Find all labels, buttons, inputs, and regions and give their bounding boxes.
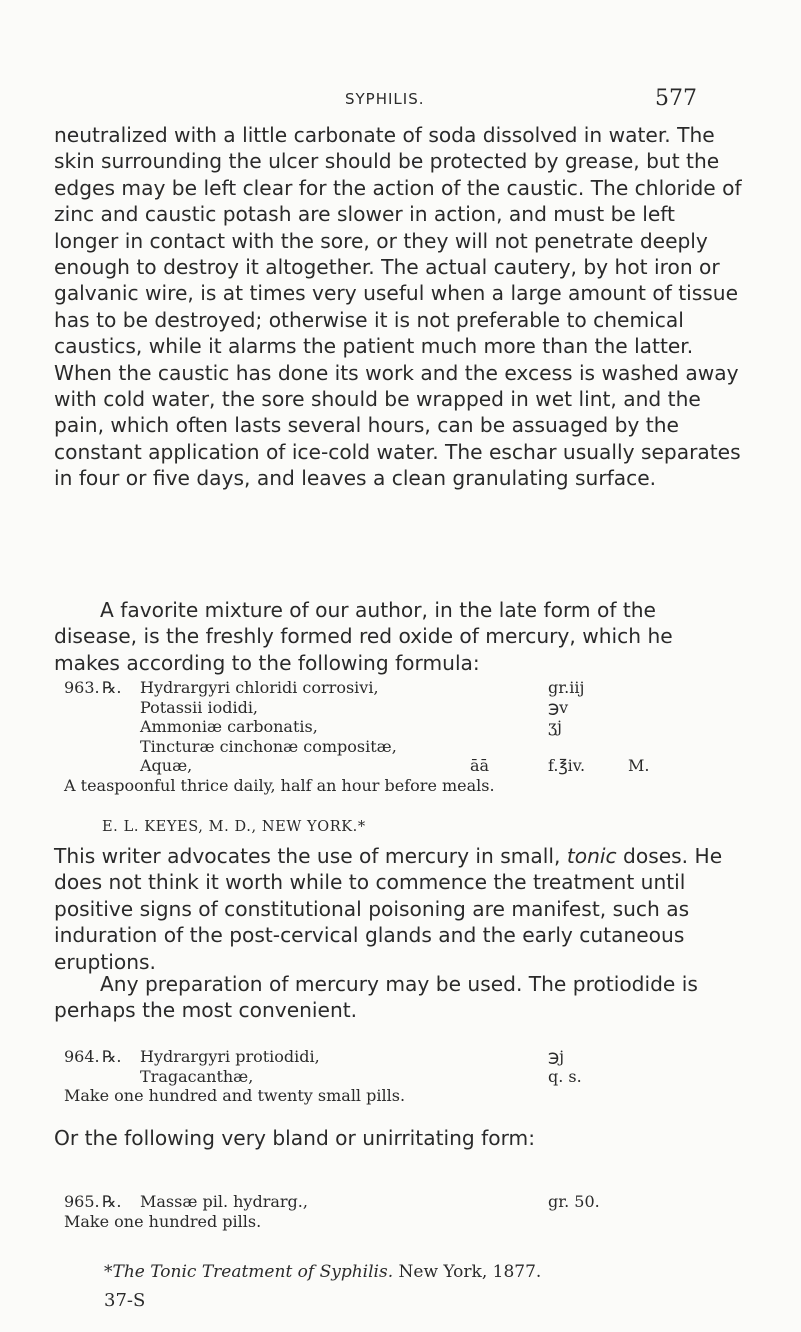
ingredient-name: Tincturæ cinchonæ compositæ, — [140, 736, 397, 756]
paragraph-protiodide: Any preparation of mercury may be used. The protiodide is perhaps the most convenient. — [54, 972, 698, 1023]
ingredient-amount: gr. 50. — [548, 1192, 600, 1211]
misce-mark: M. — [628, 756, 650, 776]
formula-row — [64, 698, 744, 718]
signature-mark: 37-S — [104, 1290, 146, 1311]
formula-number: 964. — [64, 1047, 100, 1066]
formula-965 — [64, 1192, 744, 1231]
formula-direction — [64, 1086, 744, 1106]
direction-text: Make one hundred pills. — [64, 1211, 262, 1231]
ingredient-name: Tragacanthæ, — [140, 1066, 254, 1086]
formula-direction — [64, 1212, 744, 1232]
running-head: SYPHILIS. — [345, 90, 425, 108]
formula-row — [64, 737, 744, 757]
page-header — [0, 86, 801, 116]
ingredient-name: Aquæ, — [140, 756, 193, 776]
formula-number: 963. — [64, 678, 100, 697]
ingredient-name: Hydrargyri protiodidi, — [140, 1047, 320, 1066]
ingredient-amount: gr.iij — [548, 678, 585, 697]
page-number: 577 — [655, 86, 697, 111]
recipe-symbol: ℞. — [102, 1047, 122, 1066]
ingredient-name: Hydrargyri chloridi corrosivi, — [140, 678, 379, 697]
paragraph-caustic-treatment: neutralized with a little carbonate of soda dissolved in water. The skin surrounding the ulcer should be protected by grease, but the edges may be left clear for the action of the caustic. The chloride of zinc and caustic potash are slower in action, and must be left longer in contact with the sore, or they will not penetrate deeply enough to destroy it altogether. The actual cautery, by hot iron or galvanic wire, is at times very useful when a large amount of tissue has to be destroyed; otherwise it is not preferable to chemical caustics, while it alarms the patient much more than the latter. When the caustic has done its work and the excess is washed away with cold water, the sore should be wrapped in wet lint, and the pain, which often lasts several hours, can be assuaged by the constant application of ice-cold water. The eschar usually separates in four or five days, and leaves a clean granulating surface. — [54, 123, 742, 491]
paragraph-bland-form: Or the following very bland or unirritating form: — [54, 1126, 536, 1150]
recipe-symbol: ℞. — [102, 1192, 122, 1211]
formula-963 — [64, 678, 744, 796]
formula-row — [64, 756, 744, 776]
ingredient-name: Ammoniæ carbonatis, — [140, 717, 318, 737]
footnote-rest: New York, 1877. — [393, 1262, 542, 1282]
recipe-symbol: ℞. — [102, 678, 122, 697]
direction-text: Make one hundred and twenty small pills. — [64, 1086, 406, 1106]
footnote — [104, 1262, 541, 1282]
text-before: This writer advocates the use of mercury in small, — [54, 844, 567, 868]
paragraph-red-oxide-intro: A favorite mixture of our author, in the late form of the disease, is the freshly formed red oxide of mercury, which he makes according to the following formula: — [54, 598, 673, 675]
ingredient-amount: ʒj — [548, 717, 562, 737]
formula-row — [64, 1047, 744, 1067]
formula-row — [64, 678, 744, 698]
ingredient-name: Potassii iodidi, — [140, 697, 259, 717]
direction-text: A teaspoonful thrice daily, half an hour before meals. — [64, 775, 495, 795]
section-heading-keyes: E. L. KEYES, M. D., NEW YORK.* — [102, 819, 366, 835]
emphasis-tonic: tonic — [566, 844, 617, 868]
formula-row — [64, 717, 744, 737]
formula-direction — [64, 776, 744, 796]
formula-964 — [64, 1047, 744, 1106]
ingredient-amount: f.℥iv. — [548, 756, 586, 776]
footnote-title: The Tonic Treatment of Syphilis. — [112, 1262, 394, 1282]
text-after: doses. He does not think it worth while to commence the treatment until positive signs of constitutional poisoning are manifest, such as induration of the post-cervical glands and the early cutaneous eruptions. — [54, 844, 723, 974]
formula-row — [64, 1192, 744, 1212]
ingredient-amount: q. s. — [548, 1066, 582, 1086]
ana-symbol: āā — [470, 756, 490, 776]
footnote-marker: * — [104, 1262, 113, 1282]
ingredient-amount: ℈j — [548, 1047, 565, 1066]
ingredient-name: Massæ pil. hydrarg., — [140, 1192, 308, 1211]
formula-number: 965. — [64, 1192, 100, 1211]
ingredient-amount: ℈v — [548, 697, 569, 717]
paragraph-keyes-tonic — [54, 843, 744, 975]
formula-row — [64, 1067, 744, 1087]
